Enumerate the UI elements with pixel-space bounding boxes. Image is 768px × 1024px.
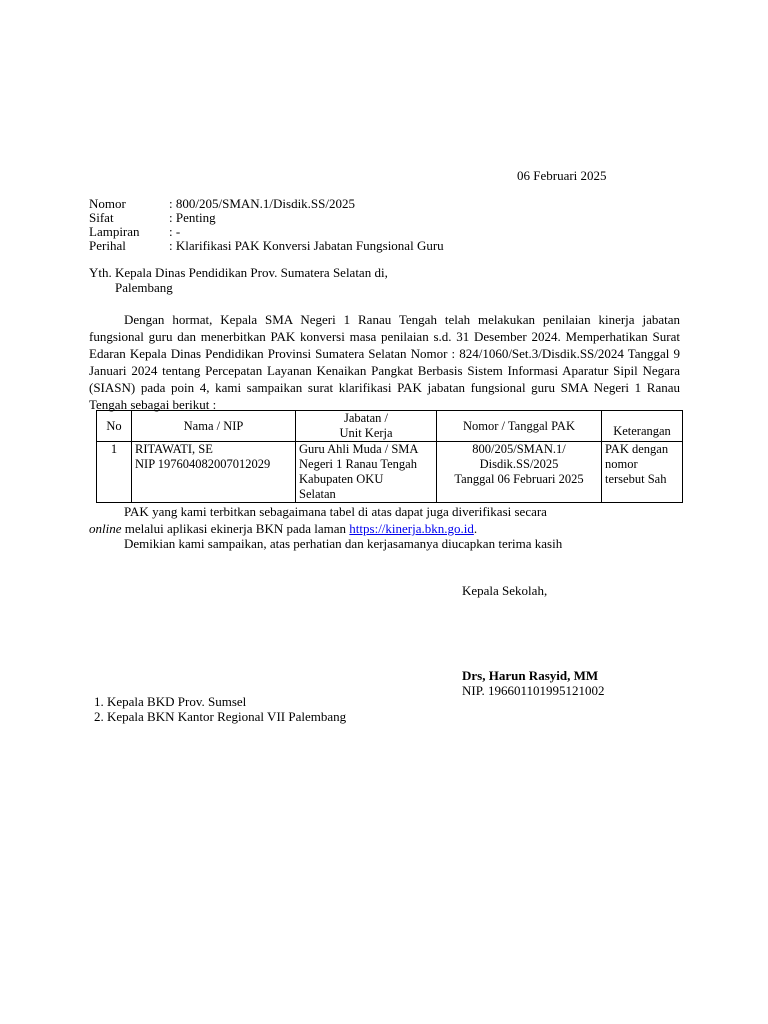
- closing-paragraph: [89, 535, 649, 552]
- table-row: [97, 442, 683, 503]
- header-jabatan-line1: Jabatan /: [343, 411, 389, 425]
- cell-jabatan: [296, 442, 437, 503]
- meta-label-perihal: Perihal: [89, 238, 126, 253]
- cell-jabatan-line4: Selatan: [299, 487, 336, 501]
- addressee-city: Palembang: [115, 280, 173, 295]
- cell-nomor: [437, 442, 602, 503]
- cell-nomor-line3: Tanggal 06 Februari 2025: [454, 472, 584, 486]
- cc-item: 1. Kepala BKD Prov. Sumsel: [107, 694, 346, 709]
- cell-ket-line1: PAK dengan: [605, 442, 669, 456]
- cell-keterangan: [602, 442, 683, 503]
- verification-online: online: [89, 521, 122, 536]
- meta-value-sifat: : Penting: [169, 210, 216, 225]
- cell-jabatan-line3: Kabupaten OKU: [299, 472, 384, 486]
- cell-nama: [132, 442, 296, 503]
- header-jabatan: [296, 411, 437, 442]
- cc-item: 2. Kepala BKN Kantor Regional VII Palembang: [107, 709, 346, 724]
- header-nomor: Nomor / Tanggal PAK: [437, 411, 602, 442]
- signature-title: Kepala Sekolah,: [462, 583, 548, 598]
- verification-text-b: melalui aplikasi ekinerja BKN pada laman: [121, 521, 350, 536]
- cell-ket-line2: nomor: [605, 457, 638, 471]
- header-jabatan-line2: Unit Kerja: [339, 426, 393, 440]
- cell-no: 1: [97, 442, 132, 503]
- meta-label-sifat: Sifat: [89, 210, 114, 225]
- signature-name: Drs, Harun Rasyid, MM: [462, 668, 599, 683]
- pak-table: [96, 410, 683, 503]
- header-no: No: [97, 411, 132, 442]
- meta-label-nomor: Nomor: [89, 196, 126, 211]
- meta-label-lampiran: Lampiran: [89, 224, 140, 239]
- meta-value-lampiran: : -: [169, 224, 181, 239]
- verification-paragraph: [89, 503, 649, 537]
- header-keterangan: Keterangan: [602, 411, 683, 442]
- closing-text: Demikian kami sampaikan, atas perhatian dan kerjasamanya diucapkan terima kasih: [124, 536, 563, 551]
- table-header-row: [97, 411, 683, 442]
- meta-value-nomor: : 800/205/SMAN.1/Disdik.SS/2025: [169, 196, 356, 211]
- cell-ket-line3: tersebut Sah: [605, 472, 667, 486]
- signature-nip: NIP. 196601101995121002: [462, 683, 605, 698]
- body-paragraph: Dengan hormat, Kepala SMA Negeri 1 Ranau Tengah telah melakukan penilaian kinerja jabatan fungsional guru dan menerbitkan PAK konversi masa penilaian s.d. 31 Desember 2024. Memperhatikan Surat Edaran Kepala Dinas Pendidikan Provinsi Sumatera Selatan Nomor : 824/1060/Set.3/Disdik.SS/2024 Tanggal 9 Januari 2024 tentang Percepatan Layanan Kenaikan Pangkat Berbasis Sistem Informasi Aparatur Sipil Negara (SIASN) pada poin 4, kami sampaikan surat klarifikasi PAK jabatan fungsional guru SMA Negeri 1 Ranau Tengah sebagai berikut :: [89, 312, 680, 412]
- letter-date: 06 Februari 2025: [517, 168, 607, 183]
- cc-list: [89, 694, 346, 724]
- cell-jabatan-line2: Negeri 1 Ranau Tengah: [299, 457, 417, 471]
- cell-nomor-line1: 800/205/SMAN.1/: [472, 442, 566, 456]
- cell-jabatan-line1: Guru Ahli Muda / SMA: [299, 442, 419, 456]
- cell-nomor-line2: Disdik.SS/2025: [479, 457, 559, 471]
- verification-text-a: PAK yang kami terbitkan sebagaimana tabel di atas dapat juga diverifikasi secara: [124, 504, 547, 519]
- cell-nama-name: RITAWATI, SE: [135, 442, 213, 456]
- ekinerja-link[interactable]: https://kinerja.bkn.go.id: [349, 521, 474, 536]
- cell-nama-nip: NIP 197604082007012029: [135, 457, 271, 471]
- addressee-line: Yth. Kepala Dinas Pendidikan Prov. Sumatera Selatan di,: [89, 265, 388, 280]
- meta-value-perihal: : Klarifikasi PAK Konversi Jabatan Fungsional Guru: [169, 238, 444, 253]
- header-nama: Nama / NIP: [132, 411, 296, 442]
- verification-end: .: [473, 521, 478, 536]
